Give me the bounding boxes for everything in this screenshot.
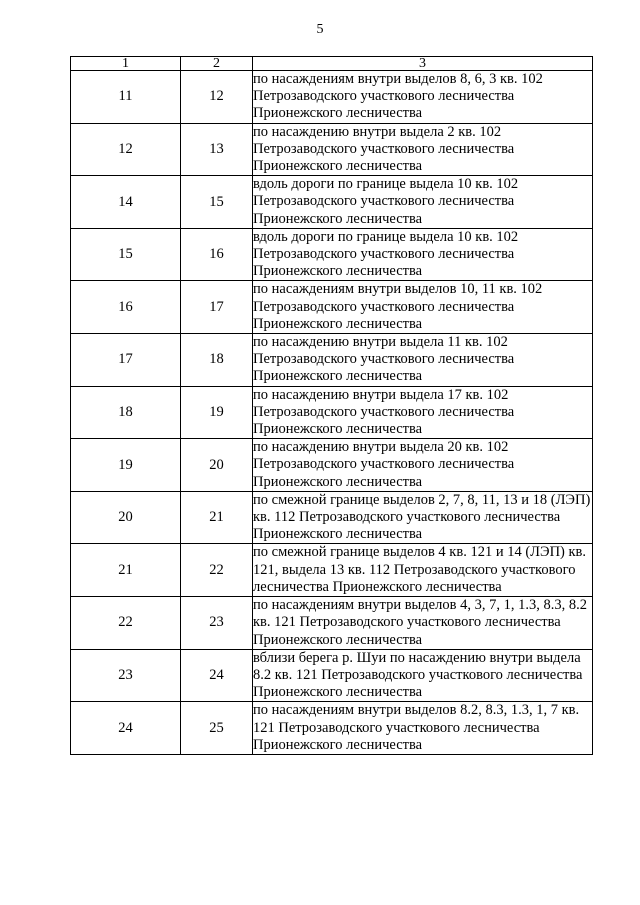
table-header-row (71, 57, 593, 71)
to-point-cell: 17 (181, 281, 253, 334)
description-cell: по насаждению внутри выдела 11 кв. 102 Петрозаводского участкового лесничества Прионежского лесничества (253, 334, 593, 387)
from-point-cell: 12 (71, 123, 181, 176)
from-point-cell: 22 (71, 597, 181, 650)
table-row (71, 228, 593, 281)
from-point-cell: 17 (71, 334, 181, 387)
table-row (71, 544, 593, 597)
page-number: 5 (316, 22, 324, 37)
to-point-cell: 13 (181, 123, 253, 176)
to-point-cell: 18 (181, 334, 253, 387)
table-row (71, 491, 593, 544)
to-point-cell: 23 (181, 597, 253, 650)
description-cell: по насаждениям внутри выделов 8, 6, 3 кв. 102 Петрозаводского участкового лесничества Прионежского лесничества (253, 71, 593, 124)
from-point-cell: 11 (71, 71, 181, 124)
table-row (71, 386, 593, 439)
to-point-cell: 16 (181, 228, 253, 281)
table-row (71, 71, 593, 124)
from-point-cell: 24 (71, 702, 181, 755)
to-point-cell: 21 (181, 491, 253, 544)
to-point-cell: 22 (181, 544, 253, 597)
column-header-3: 3 (253, 57, 593, 71)
description-cell: по насаждению внутри выдела 2 кв. 102 Петрозаводского участкового лесничества Прионежского лесничества (253, 123, 593, 176)
from-point-cell: 18 (71, 386, 181, 439)
column-header-1: 1 (71, 57, 181, 71)
to-point-cell: 24 (181, 649, 253, 702)
from-point-cell: 19 (71, 439, 181, 492)
column-header-2: 2 (181, 57, 253, 71)
table-row (71, 439, 593, 492)
from-point-cell: 15 (71, 228, 181, 281)
to-point-cell: 12 (181, 71, 253, 124)
description-cell: по насаждениям внутри выделов 8.2, 8.3, 1.3, 1, 7 кв. 121 Петрозаводского участкового лесничества Прионежского лесничества (253, 702, 593, 755)
to-point-cell: 19 (181, 386, 253, 439)
description-cell: по насаждению внутри выдела 20 кв. 102 Петрозаводского участкового лесничества Прионежского лесничества (253, 439, 593, 492)
table-row (71, 281, 593, 334)
description-cell: по насаждениям внутри выделов 10, 11 кв. 102 Петрозаводского участкового лесничества Прионежского лесничества (253, 281, 593, 334)
from-point-cell: 16 (71, 281, 181, 334)
table-row (71, 123, 593, 176)
from-point-cell: 21 (71, 544, 181, 597)
description-cell: вдоль дороги по границе выдела 10 кв. 102 Петрозаводского участкового лесничества Прионежского лесничества (253, 176, 593, 229)
table-row (71, 334, 593, 387)
to-point-cell: 15 (181, 176, 253, 229)
table-row (71, 176, 593, 229)
from-point-cell: 14 (71, 176, 181, 229)
description-cell: по смежной границе выделов 4 кв. 121 и 14 (ЛЭП) кв. 121, выдела 13 кв. 112 Петрозаводского участкового лесничества Прионежского лесничества (253, 544, 593, 597)
table-row (71, 597, 593, 650)
description-cell: вблизи берега р. Шуи по насаждению внутри выдела 8.2 кв. 121 Петрозаводского участкового лесничества Прионежского лесничества (253, 649, 593, 702)
boundary-description-table (70, 56, 593, 755)
description-cell: по смежной границе выделов 2, 7, 8, 11, 13 и 18 (ЛЭП) кв. 112 Петрозаводского участкового лесничества Прионежского лесничества (253, 491, 593, 544)
description-cell: по насаждению внутри выдела 17 кв. 102 Петрозаводского участкового лесничества Прионежского лесничества (253, 386, 593, 439)
from-point-cell: 23 (71, 649, 181, 702)
description-cell: вдоль дороги по границе выдела 10 кв. 102 Петрозаводского участкового лесничества Прионежского лесничества (253, 228, 593, 281)
table-row (71, 702, 593, 755)
from-point-cell: 20 (71, 491, 181, 544)
table-row (71, 649, 593, 702)
to-point-cell: 25 (181, 702, 253, 755)
to-point-cell: 20 (181, 439, 253, 492)
description-cell: по насаждениям внутри выделов 4, 3, 7, 1, 1.3, 8.3, 8.2 кв. 121 Петрозаводского участкового лесничества Прионежского лесничества (253, 597, 593, 650)
